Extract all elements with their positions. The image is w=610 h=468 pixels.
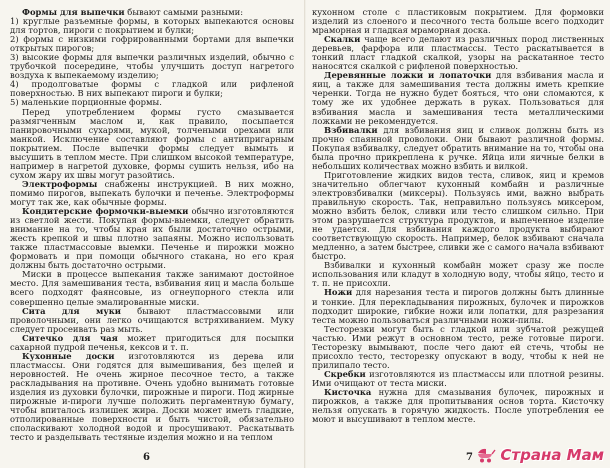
paragraph-text: может пригодиться для посыпки сахарной пудрой печенья, кексов и т. п. <box>10 332 294 352</box>
paragraph <box>312 35 604 71</box>
paragraph <box>312 71 604 125</box>
paragraph-text: 5) маленькие порционные формы. <box>10 97 162 108</box>
paragraph-text: Взбивалки и кухонный комбайн может сразу же после использования или кладут в холодную воду, чтобы яйцо, тесто и т. п. не присохли. <box>312 260 604 289</box>
paragraph-text: Перед употреблением формы густо смазывается размягченным маслом и, как правило, посыпается панировочными сухарями, мукой, толчеными орехами или манкой. Исключение составляют формы с антипригарным покрытием. После выпечки формы следует вымыть и высушить в теплом месте. При слишком высокой температуре, например в нагретой духовке, формы сушить нельзя, ибо на сухом жару их швы могут разойтись. <box>10 106 294 180</box>
left-page-text <box>10 8 294 442</box>
paragraph-text: изготовляются из пластмассы или плотной резины. Ими очищают от теста миски. <box>312 368 604 388</box>
left-page-number: 6 <box>143 452 150 463</box>
paragraph <box>10 108 294 180</box>
paragraph-heading: Скребки <box>324 368 366 379</box>
paragraph-text: снабжены инструкцией. В них можно, помимо пирогов, выпекать булочки и печенье. Электроформы могут так же, как обычные формы. <box>10 178 294 207</box>
paragraph-text: для нарезания теста и пирогов должны быть длинные и тонкие. Для перекладывания пирожных, булочек и пирожков подходит широкие, гибкие ножи или лопатки, для разрезания теста можно пользоваться различными ножи-пилы. <box>312 287 604 325</box>
paragraph-text: кухонном столе с пластиковым покрытием. Для формовки изделий из слоеного и песочного теста больше всего подходит мраморная и гладкая мраморная доска. <box>312 7 604 36</box>
right-page <box>306 0 610 468</box>
paragraph-heading: Скалки <box>324 34 361 45</box>
paragraph-heading: Кондитерские формочки-выемки <box>22 206 189 217</box>
paragraph <box>312 288 604 324</box>
paragraph-heading: Кухонные доски <box>22 350 115 361</box>
paragraph <box>312 325 604 370</box>
paragraph-text: изготовляются из дерева или пластмассы. Они годятся для вымешивания, без щелей и неровностей. Не очень жирное песочное тесто, а также раскладывания на противне. Очень удобно вынимать готовые изделия из духовки булочки, пирожные и пироги. Под жирные пирожные и-пироги лучше положить пергаментную бумагу, чтобы впиталось излишек жира. Доски может иметь гладкие, отполированные поверхности и быть чистой, обязательно споласкивают холодной водой и просушивают. Раскатывать тесто и разделывать тестяные изделия можно и на теплом <box>10 350 294 443</box>
paragraph <box>10 334 294 352</box>
stroller-icon <box>475 447 497 463</box>
paragraph-heading: Взбивалки <box>324 124 378 135</box>
right-page-text <box>312 8 604 424</box>
paragraph <box>10 270 294 306</box>
paragraph-text: 1) круглые разъемные формы, в которых выпекаются основы для тортов, пироги с покрытием и булки; <box>10 16 294 36</box>
paragraph <box>10 80 294 98</box>
paragraph-text: Приготовление жидких видов теста, сливок, яиц и кремов значительно облегчают кухонный комбайн и различные электровзбивалки (миксеры). Пользуясь ими, важно выбрать правильную скорость. Так, неправильно пользуясь миксером, можно взбить белок, сливки или тесто слишком сильно. При этом разрушается структура продуктов, и выпеченное изделие не удается. Для взбивания каждого продукта выбирают соответствующую скорость. Например, белок взбивают сначала медленно, а затем быстрее, сливки же с самого начала взбивают быстро. <box>312 169 604 262</box>
paragraph <box>10 352 294 442</box>
paragraph-text: 2) формы с низкими гофрированными бортами для выпечки открытых пирогов; <box>10 34 294 54</box>
paragraph <box>312 126 604 171</box>
paragraph-text: для взбивания масла и яиц, а также для замешивания теста должны иметь крепкие черенки. Тогда не нужно будет бояться, что они сломаются, к тому же их удобнее держать в руках. Пользоваться для взбивания масла и замешивания теста металлическими ложками не рекомендуется. <box>312 70 604 126</box>
paragraph <box>312 8 604 35</box>
paragraph-text: бывают самыми разными: <box>124 7 244 17</box>
paragraph-heading: Кисточка <box>324 386 372 397</box>
paragraph-text: 3) высокие формы для выпечки различных изделий, обычно с трубочкой посередине, чтобы улучшить доступ нагретого воздуха к выпекаемому изделию; <box>10 52 294 81</box>
paragraph-text: чаще всего делают из различных пород лиственных деревьев, фарфора или пластмассы. Тесто раскатывается в тонкий пласт гладкой скалкой, узоры на раскатанное тесто наносятся скалкой с рифленой поверхностью. <box>312 34 604 72</box>
paragraph <box>312 261 604 288</box>
paragraph <box>312 370 604 388</box>
right-page-number: 7 <box>466 452 473 463</box>
paragraph <box>10 180 294 207</box>
paragraph <box>10 207 294 270</box>
watermark <box>475 446 604 464</box>
paragraph-text: 4) продолговатые формы с гладкой или рифленой поверхностью. В них выпекают пироги и булки; <box>10 79 294 99</box>
watermark-text: Страна Мам <box>500 446 604 464</box>
paragraph-heading: Ситечко для чая <box>22 332 118 343</box>
paragraph-heading: Ножи <box>324 287 353 298</box>
paragraph <box>10 35 294 53</box>
paragraph <box>10 307 294 334</box>
paragraph <box>312 171 604 261</box>
paragraph-text: Тесторезки могут быть с гладкой или зубчатой режущей частью. Ими режут в основном тесто, реже готовые пироги. Тесторезку вымывают, после чего дают ей стечь, чтобы не присохло тесто, тесторезку опускают в воду, чтобы к ней не прилипало тесто. <box>312 323 604 370</box>
paragraph-text: Миски в процессе выпекания также занимают достойное место. Для замешивания теста, взбивания яиц и масла больше всего подходят фаянсовые, из огнеупорного стекла или совершенно целые эмалированные миски. <box>10 269 294 307</box>
paragraph-heading: Электроформы <box>22 178 98 189</box>
paragraph-text: обычно изготовляются из светлой жести. Покупая формы-выемки, следует обратить внимание на то, чтобы края их были достаточно острыми, жесть крепкой и швы плотно запаяны. Можно использовать также пластмассовые выемки. Печенье и пирожки можно формовать и при помощи обычного стакана, но его края должны быть достаточно острыми. <box>10 206 294 271</box>
paragraph-text: нужна для смазывания булочек, пирожных и пирожков, а также для пропитывания основ торта. Кисточку нельзя опускать в горячую жидкость. После употребления ее моют и высушивают в теплом месте. <box>312 386 604 425</box>
paragraph <box>312 388 604 424</box>
paragraph-text: для взбивания яиц и сливок должны быть из прочно спаянной проволоки. Они бывают различной формы. Покупая взбивалку, следует обратить внимание на то, чтобы она была прочно прикреплена к ручке. Яйца или яичные белки в небольших количествах можно взбить и вилкой. <box>312 124 604 171</box>
paragraph-heading: Формы для выпечки <box>22 7 125 17</box>
paragraph-text: бывают пластмассовыми или проволочными, они легко очищаются встряхиванием. Муку следует просеивать раз мыть. <box>10 305 294 334</box>
paragraph <box>10 17 294 35</box>
paragraph-heading: Деревянные ложки и лопаточки <box>324 70 492 81</box>
paragraph-heading: Сита для муки <box>22 305 121 316</box>
paragraph <box>10 53 294 80</box>
